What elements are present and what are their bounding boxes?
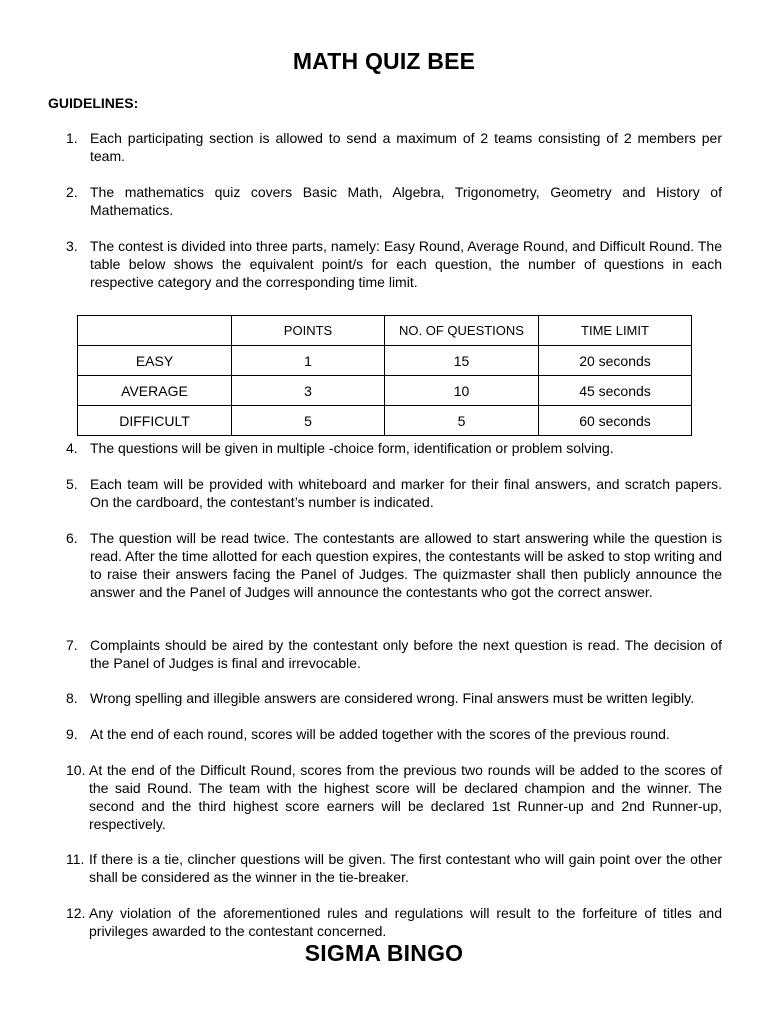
table-cell: EASY [78, 346, 232, 376]
item-number: 12. [66, 905, 86, 921]
guideline-item-1 [66, 129, 722, 165]
table-cell: 1 [232, 346, 385, 376]
table-cell: 45 seconds [539, 376, 692, 406]
guideline-item-12 [66, 904, 722, 940]
points-table [77, 315, 692, 436]
item-number: 1. [66, 130, 78, 146]
item-text: The question will be read twice. The contestants are allowed to start answering while the question is read. After the time allotted for each question expires, the contestants will be asked to stop writing and to raise their answers facing the Panel of Judges. The quizmaster shall then publicly announce the answer and the Panel of Judges will announce the contestants who got the correct answer. [90, 530, 722, 600]
item-text: Wrong spelling and illegible answers are considered wrong. Final answers must be written legibly. [90, 690, 695, 706]
table-header-cell: POINTS [232, 316, 385, 346]
item-number: 8. [66, 690, 78, 706]
guideline-item-8 [66, 689, 722, 707]
guideline-item-5 [66, 475, 722, 511]
table-row [78, 376, 692, 406]
guideline-item-6 [66, 529, 722, 601]
table-header-row [78, 316, 692, 346]
table-cell: 20 seconds [539, 346, 692, 376]
item-number: 5. [66, 476, 78, 492]
item-number: 11. [66, 851, 85, 867]
item-number: 3. [66, 238, 78, 254]
item-text: The questions will be given in multiple -choice form, identification or problem solving. [90, 440, 614, 456]
table-header-cell: NO. OF QUESTIONS [385, 316, 539, 346]
guideline-item-4 [66, 439, 722, 457]
item-number: 7. [66, 637, 78, 653]
item-text: Complaints should be aired by the contestant only before the next question is read. The decision of the Panel of Judges is final and irrevocable. [90, 637, 722, 671]
item-number: 9. [66, 726, 78, 742]
table-cell: AVERAGE [78, 376, 232, 406]
table-cell: 3 [232, 376, 385, 406]
guideline-item-11 [66, 850, 722, 886]
document-title: MATH QUIZ BEE [292, 48, 476, 74]
table-cell: 5 [232, 406, 385, 436]
guideline-item-7 [66, 636, 722, 672]
table-header-cell: TIME LIMIT [539, 316, 692, 346]
table-cell: 60 seconds [539, 406, 692, 436]
table-row [78, 406, 692, 436]
table-cell: 5 [385, 406, 539, 436]
guideline-item-9 [66, 725, 722, 743]
item-number: 2. [66, 184, 78, 200]
item-text: The mathematics quiz covers Basic Math, Algebra, Trigonometry, Geometry and History of Mathematics. [90, 184, 722, 218]
guideline-item-3 [66, 237, 722, 291]
item-number: 10. [66, 762, 86, 778]
item-text: At the end of each round, scores will be added together with the scores of the previous round. [90, 726, 670, 742]
table-cell: DIFFICULT [78, 406, 232, 436]
item-text: Each participating section is allowed to send a maximum of 2 teams consisting of 2 members per team. [90, 130, 722, 164]
table-cell: 10 [385, 376, 539, 406]
item-number: 6. [66, 530, 78, 546]
item-number: 4. [66, 440, 78, 456]
item-text: Each team will be provided with whiteboard and marker for their final answers, and scratch papers. On the cardboard, the contestant’s number is indicated. [90, 476, 722, 510]
table-row [78, 346, 692, 376]
item-text: The contest is divided into three parts, namely: Easy Round, Average Round, and Difficult Round. The table below shows the equivalent point/s for each question, the number of questions in each respective category and the corresponding time limit. [90, 238, 722, 290]
item-text: If there is a tie, clincher questions will be given. The first contestant who will gain point over the other shall be considered as the winner in the tie-breaker. [89, 851, 722, 885]
item-text: At the end of the Difficult Round, scores from the previous two rounds will be added to the scores of the said Round. The team with the highest score will be declared champion and the winner. The second and the third highest score earners will be declared 1st Runner-up and 2nd Runner-up, respectively. [89, 762, 722, 832]
guideline-item-2 [66, 183, 722, 219]
table-cell: 15 [385, 346, 539, 376]
table-header-cell [78, 316, 232, 346]
item-text: Any violation of the aforementioned rules and regulations will result to the forfeiture of titles and privileges awarded to the contestant concerned. [89, 905, 722, 939]
guidelines-heading: GUIDELINES: [48, 95, 139, 111]
section-title: SIGMA BINGO [304, 940, 464, 966]
guideline-item-10 [66, 761, 722, 833]
